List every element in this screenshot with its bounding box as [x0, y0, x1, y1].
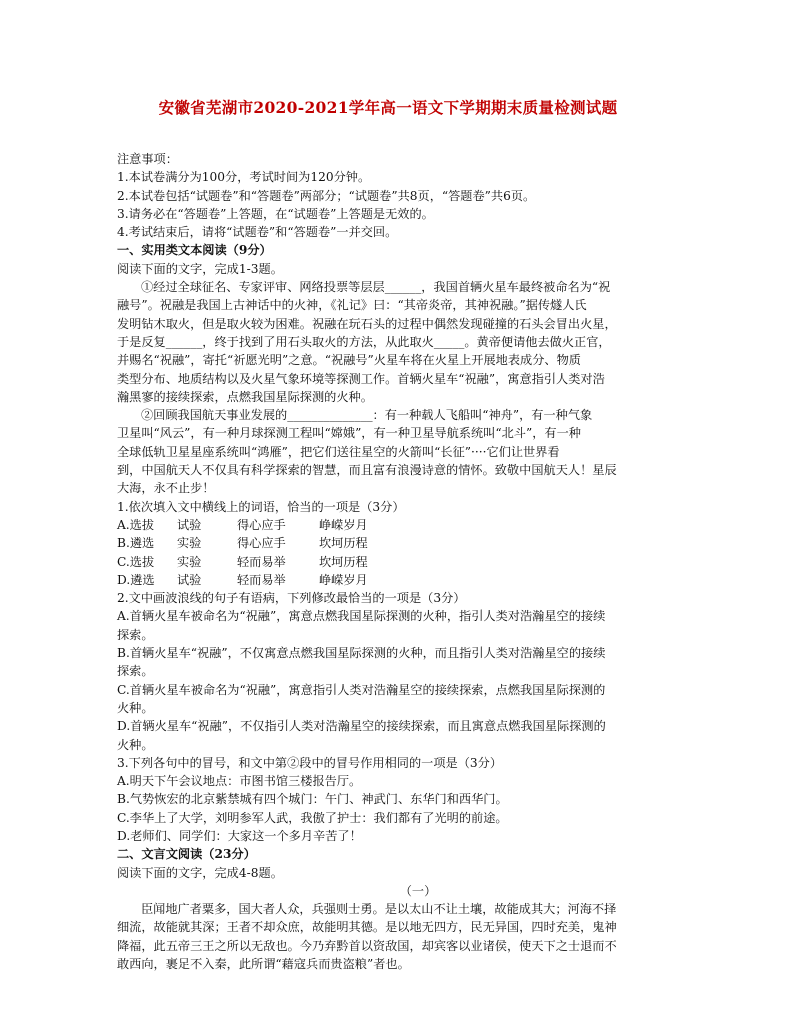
option-word: 试验: [177, 572, 202, 587]
notes-item: 1.本试卷满分为100分，考试时间为120分钟。: [117, 170, 371, 185]
option-line: B.首辆火星车“祝融”，不仅寓意点燃我国星际探测的火种，而且指引人类对浩瀚星空的接续: [117, 646, 606, 661]
notes-block: [117, 150, 679, 241]
option-word: D.遴选: [117, 572, 155, 587]
question-stem: 3.下列各句中的冒号，和文中第②段中的冒号作用相同的一项是（3分）: [117, 755, 503, 770]
option-line: D.老师们、同学们：大家这一个多月辛苦了！: [117, 828, 362, 843]
option-a: [117, 516, 679, 534]
option-word: 试验: [177, 517, 202, 532]
option-word: 峥嵘岁月: [319, 572, 368, 587]
question-stem: 1.依次填入文中横线上的词语，恰当的一项是（3分）: [117, 499, 405, 514]
question-1: [117, 498, 679, 589]
option-word: 得心应手: [237, 536, 286, 551]
notes-item: 2.本试卷包括“试题卷”和“答题卷”两部分；“试题卷”共8页，“答题卷”共6页。: [117, 188, 536, 203]
section-heading: 一、实用类文本阅读（9分）: [117, 243, 272, 258]
option-line: 火种。: [117, 737, 154, 752]
option-word: 坎坷历程: [319, 536, 368, 551]
option-line: C.首辆火星车被命名为“祝融”，寓意指引人类对浩瀚星空的接续探索，点燃我国星际探测的: [117, 682, 606, 697]
passage-line: 发明钻木取火，但是取火较为困难。祝融在玩石头的过程中偶然发现碰撞的石头会冒出火星，: [117, 316, 617, 331]
passage-line: 到，中国航天人不仅具有科学探索的智慧，而且富有浪漫诗意的情怀。致敬中国航天人！星辰: [117, 463, 617, 478]
option-line: A.首辆火星车被命名为“祝融”，寓意点燃我国星际探测的火种，指引人类对浩瀚星空的接续: [117, 609, 606, 624]
option-line: A.明天下午会议地点：市图书馆三楼报告厅。: [117, 774, 362, 789]
option-d: [117, 571, 679, 589]
option-word: 实验: [177, 554, 202, 569]
question-2: [117, 589, 679, 754]
section-heading: 二、文言文阅读（23分）: [117, 847, 256, 862]
option-line: 探索。: [117, 664, 154, 679]
passage-line: 降福，此五帝三王之所以无敌也。今乃弃黔首以资敌国，却宾客以业诸侯，使天下之士退而不: [117, 938, 617, 953]
question-3: [117, 754, 679, 845]
option-word: C.选拔: [117, 554, 155, 569]
passage-line: 类型分布、地质结构以及火星气象环境等探测工作。首辆火星车“祝融”，寓意指引人类对浩: [117, 371, 605, 386]
passage-line: 于是反复______，终于找到了用石头取火的方法，从此取火_____。黄帝便请他去做火正官，: [117, 334, 611, 349]
option-word: 峥嵘岁月: [319, 517, 368, 532]
option-line: D.首辆火星车“祝融”，不仅指引人类对浩瀚星空的接续探索，而且寓意点燃我国星际探测的: [117, 719, 606, 734]
option-word: B.遴选: [117, 536, 155, 551]
passage-line: ①经过全球征名、专家评审、网络投票等层层______，我国首辆火星车最终被命名为“祝: [141, 280, 611, 295]
passage-line: 瀚黑寥的接续探索，点燃我国星际探测的火种。: [117, 389, 373, 404]
notes-item: 3.请务必在“答题卷”上答题，在“试题卷”上答题是无效的。: [117, 206, 434, 221]
section-classical-chinese: [117, 845, 679, 973]
option-line: C.李华上了大学，刘明参军人武，我傲了护士：我们都有了光明的前途。: [117, 810, 508, 825]
passage-subheading: （一）: [399, 883, 437, 898]
document-title: 安徽省芜湖市2020-2021学年高一语文下学期期末质量检测试题: [158, 98, 618, 117]
option-b: [117, 534, 679, 552]
option-word: 轻而易举: [237, 572, 286, 587]
option-word: 得心应手: [237, 517, 286, 532]
section-instruction: 阅读下面的文字，完成4-8题。: [117, 865, 283, 880]
option-line: 探索。: [117, 627, 154, 642]
passage-line: 融号”。祝融是我国上古神话中的火神，《礼记》曰：“其帝炎帝，其神祝融。”据传燧人氏: [117, 298, 587, 313]
passage-line: 并赐名“祝融”，寄托“祈愿光明”之意。“祝融号”火星车将在火星上开展地表成分、物质: [117, 353, 581, 368]
section-practical-reading: [117, 241, 679, 845]
option-c: [117, 553, 679, 571]
passage-line: ②回顾我国航天事业发展的______________：有一种载人飞船叫“神舟”，有一种气象: [141, 408, 593, 423]
option-line: 火种。: [117, 700, 154, 715]
option-word: 轻而易举: [237, 554, 286, 569]
passage-paragraph-2: [117, 406, 679, 497]
passage-line: 卫星叫“风云”，有一种月球探测工程叫“嫦娥”，有一种卫星导航系统叫“北斗”，有一种: [117, 426, 581, 441]
question-stem: 2.文中画波浪线的句子有语病，下列修改最恰当的一项是（3分）: [117, 591, 466, 606]
notes-item: 4.考试结束后，请将“试题卷”和“答题卷”一并交回。: [117, 225, 398, 240]
notes-heading: 注意事项：: [117, 152, 178, 166]
option-line: B.气势恢宏的北京紫禁城有四个城门：午门、神武门、东华门和西华门。: [117, 792, 508, 807]
section-instruction: 阅读下面的文字，完成1-3题。: [117, 261, 283, 276]
passage-paragraph-1: [117, 278, 679, 406]
option-word: 坎坷历程: [319, 554, 368, 569]
passage-line: 臣闻地广者粟多，国大者人众，兵强则士勇。是以太山不让土壤，故能成其大；河海不择: [141, 902, 617, 917]
option-word: A.选拔: [117, 517, 155, 532]
option-word: 实验: [177, 536, 202, 551]
document-page: [117, 96, 679, 973]
passage-line: 全球低轨卫星星座系统叫“鸿雁”，把它们送往星空的火箭叫“长征”····它们让世界看: [117, 444, 560, 459]
passage-line: 大海，永不止步！: [117, 481, 215, 496]
passage-line: 细流，故能就其深；王者不却众庶，故能明其德。是以地无四方，民无异国，四时充美，鬼神: [117, 920, 617, 935]
passage-line: 敢西向，裹足不入秦，此所谓“藉寇兵而贵盗粮”者也。: [117, 957, 410, 972]
